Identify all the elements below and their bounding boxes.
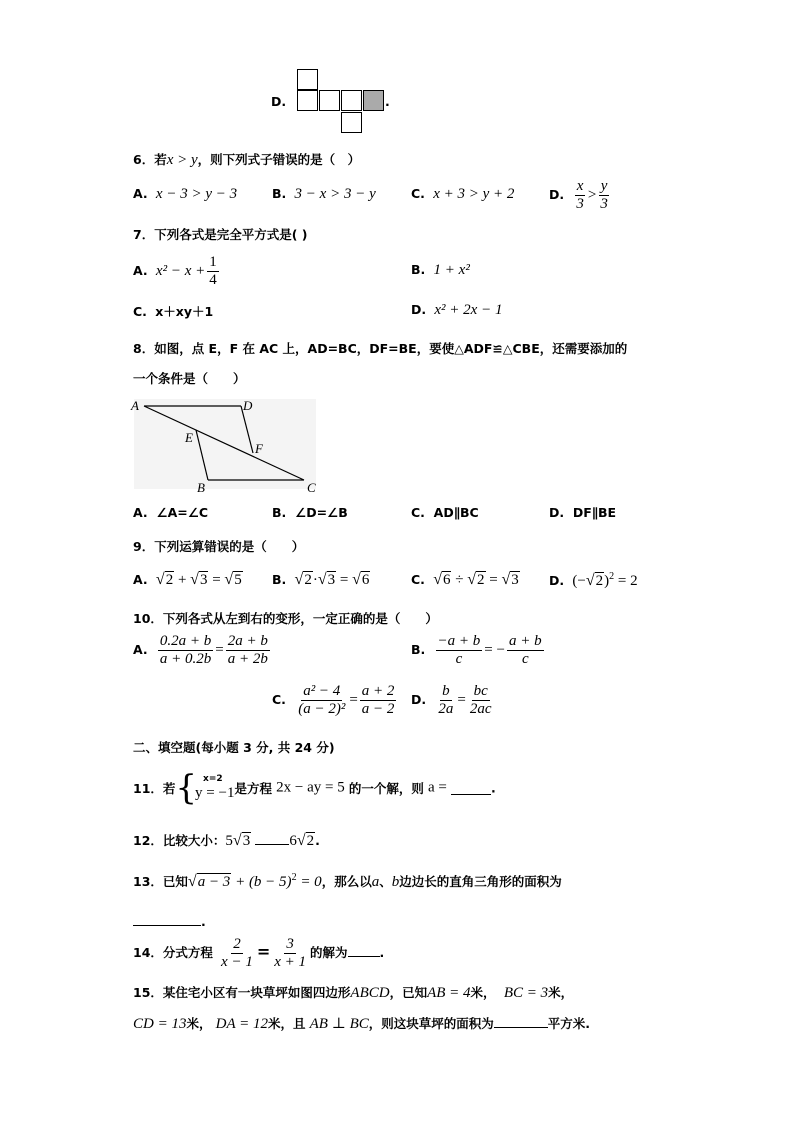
- point-label-c: C: [307, 480, 316, 495]
- q13-line1: 13．已知$√a - 3 + (b - 5)^2 = 0$，那么以a、b边边长的直角三角形的面积为: [133, 872, 562, 890]
- q7-option-a: A. x² − x + $\frac{1}{4}$: [133, 254, 217, 288]
- q14: 14．分式方程 $\frac{2}{x - 1}$ = $\frac{3}{x + 1}$ 的解为 .: [133, 936, 385, 970]
- q9-option-d: D. $(-√2)^2 = 2$: [549, 571, 638, 589]
- point-label-b: B: [197, 480, 205, 495]
- q5-option-d-label: D.: [271, 94, 287, 109]
- q7-stem: 7．下列各式是完全平方式是( ): [133, 227, 308, 242]
- q8-stem-line2: 一个条件是（ ）: [133, 371, 246, 386]
- net-cell: [341, 90, 362, 111]
- q5-dot: .: [385, 94, 390, 109]
- q10-option-d: D. $\frac{b}{2a}$ = $\frac{bc}{2ac}$: [411, 683, 492, 717]
- q7-option-b: B. 1 + x²: [411, 262, 470, 278]
- q6-option-c: C. x + 3 > y + 2: [411, 186, 515, 202]
- point-label-e: E: [185, 430, 193, 445]
- q15-line1: 15．某住宅小区有一块草坪如图四边形ABCD，已知AB = 4米， BC = 3米，: [133, 985, 574, 1001]
- point-label-a: A: [131, 398, 139, 413]
- net-cell: [297, 69, 318, 90]
- net-cell: [341, 112, 362, 133]
- q10-option-a: A. $\frac{0.2a + b}{a + 0.2b}$ = $\frac{2a + b}{a + 2b}$: [133, 633, 268, 667]
- q6-stem: 6．若x > y，则下列式子错误的是（ ）: [133, 152, 361, 168]
- q13-line2: .: [133, 913, 206, 930]
- q9-option-b: B. √2·√3 = √6: [272, 571, 370, 588]
- q8-geometry-figure: [128, 393, 328, 495]
- q12: 12．比较大小：5√3 6√2.: [133, 832, 320, 849]
- point-label-d: D: [243, 398, 253, 413]
- q9-option-c: C. √6 ÷ √2 = √3: [411, 571, 519, 588]
- q14-answer-blank[interactable]: [348, 944, 380, 957]
- q15-line2: CD = 13米， DA = 12米，且 AB ⊥ BC，则这块草坪的面积为 平方米.: [133, 1016, 591, 1032]
- q9-stem: 9．下列运算错误的是（ ）: [133, 539, 305, 554]
- q8-option-d: D. DF∥BE: [549, 505, 617, 520]
- q8-stem-line1: 8．如图，点 E，F 在 AC 上，AD=BC，DF=BE，要使△ADF≌△CBE，还需要添加的: [133, 341, 628, 356]
- q8-option-b: B. ∠D=∠B: [272, 505, 348, 520]
- q8-option-a: A. ∠A=∠C: [133, 505, 209, 520]
- q7-option-d: D. x² + 2x − 1: [411, 302, 503, 318]
- section2-title: 二、填空题(每小题 3 分, 共 24 分): [133, 740, 335, 755]
- q6-option-b: B. 3 − x > 3 − y: [272, 186, 376, 202]
- q13-answer-blank[interactable]: [133, 913, 201, 926]
- q10-option-b: B. $\frac{-a + b}{c}$ = − $\frac{a + b}{c}$: [411, 633, 542, 667]
- net-cell: [319, 90, 340, 111]
- net-cell-shaded: [363, 90, 384, 111]
- q6-option-d: D. $\frac{x}{3}$ > $\frac{y}{3}$: [549, 178, 608, 212]
- point-label-f: F: [255, 441, 263, 456]
- q10-option-c: C. $\frac{\text{a² − 4}}{\text{(a − 2)²}}$ = $\frac{a + 2}{a - 2}$: [272, 683, 395, 717]
- q10-stem: 10．下列各式从左到右的变形，一定正确的是（ ）: [133, 611, 438, 626]
- q6-option-a: A. x − 3 > y − 3: [133, 186, 238, 202]
- q7-option-c: C. x＋xy＋1: [133, 304, 214, 319]
- net-cell: [297, 90, 318, 111]
- q15-answer-blank[interactable]: [494, 1015, 548, 1028]
- q12-answer-blank[interactable]: [255, 832, 289, 845]
- q8-option-c: C. AD∥BC: [411, 505, 479, 520]
- q11: 11．若{ x=2 y = −1 是方程 2x − ay = 5 的一个解，则 a = .: [133, 768, 496, 808]
- q11-answer-blank[interactable]: [451, 782, 491, 795]
- q9-option-a: A. √2 + √3 = √5: [133, 571, 242, 588]
